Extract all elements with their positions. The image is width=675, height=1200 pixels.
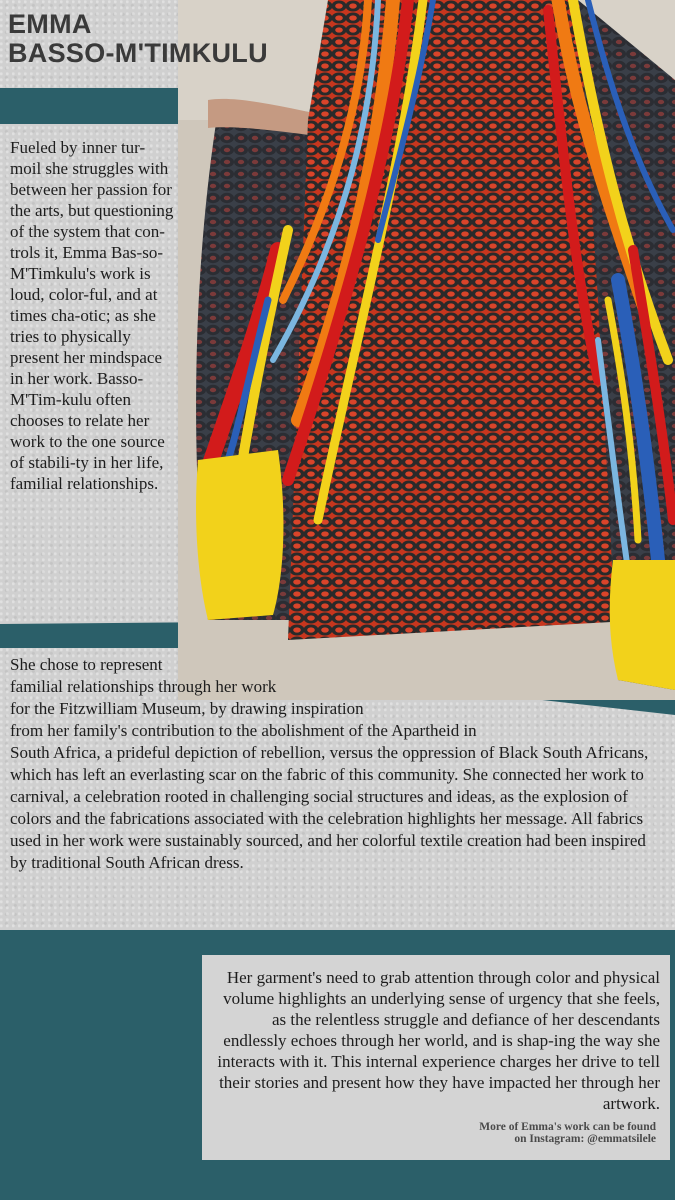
body-paragraph [10, 654, 665, 874]
quote-text: Her garment's need to grab attention through color and physical volume highlights an underlying sense of urgency that she feels, as the relentless struggle and defiance of her descendants endlessly echoes through her world, and is shap-ing the way she interacts with it. This internal experience charges her drive to tell their stories and present how they have impacted her through her artwork. [217, 968, 660, 1113]
garment-photo [178, 0, 675, 700]
body-line-2: familial relationships through her work [10, 677, 277, 696]
credit-line-1: More of Emma's work can be found [479, 1121, 656, 1133]
credit-line-2: on Instagram: @emmatsilele [514, 1133, 656, 1145]
body-rest: South Africa, a prideful depiction of rebellion, versus the oppression of Black South Africans, which has left an everlasting scar on the fabric of this community. She connected her work to carnival, a celebration rooted in challenging social structures and ideas, as the explosion of colors and the fabrications associated with the celebration highlights her message. All fabrics used in her work were sustainably sourced, and her colorful textile creation had been inspired by traditional South African dress. [10, 743, 649, 872]
quote-box [202, 955, 670, 1160]
teal-band-top [0, 88, 190, 124]
body-line-4: from her family's contribution to the abolishment of the Apartheid in [10, 721, 477, 740]
page-title [8, 10, 268, 68]
instagram-credit [479, 1121, 656, 1145]
body-line-3: for the Fitzwilliam Museum, by drawing inspiration [10, 699, 364, 718]
title-line-2: BASSO-M'TIMKULU [8, 38, 268, 68]
body-line-1: She chose to represent [10, 655, 163, 674]
intro-paragraph: Fueled by inner tur-moil she struggles with between her passion for the arts, but questioning of the system that con-trols it, Emma Bas-so-M'Timkulu's work is loud, color-ful, and at times cha-otic; as she tries to physically present her mindspace in her work. Basso-M'Tim-kulu often chooses to relate her work to the one source of stabili-ty in her life, familial relationships. [10, 138, 174, 493]
title-line-1: EMMA [8, 9, 92, 39]
